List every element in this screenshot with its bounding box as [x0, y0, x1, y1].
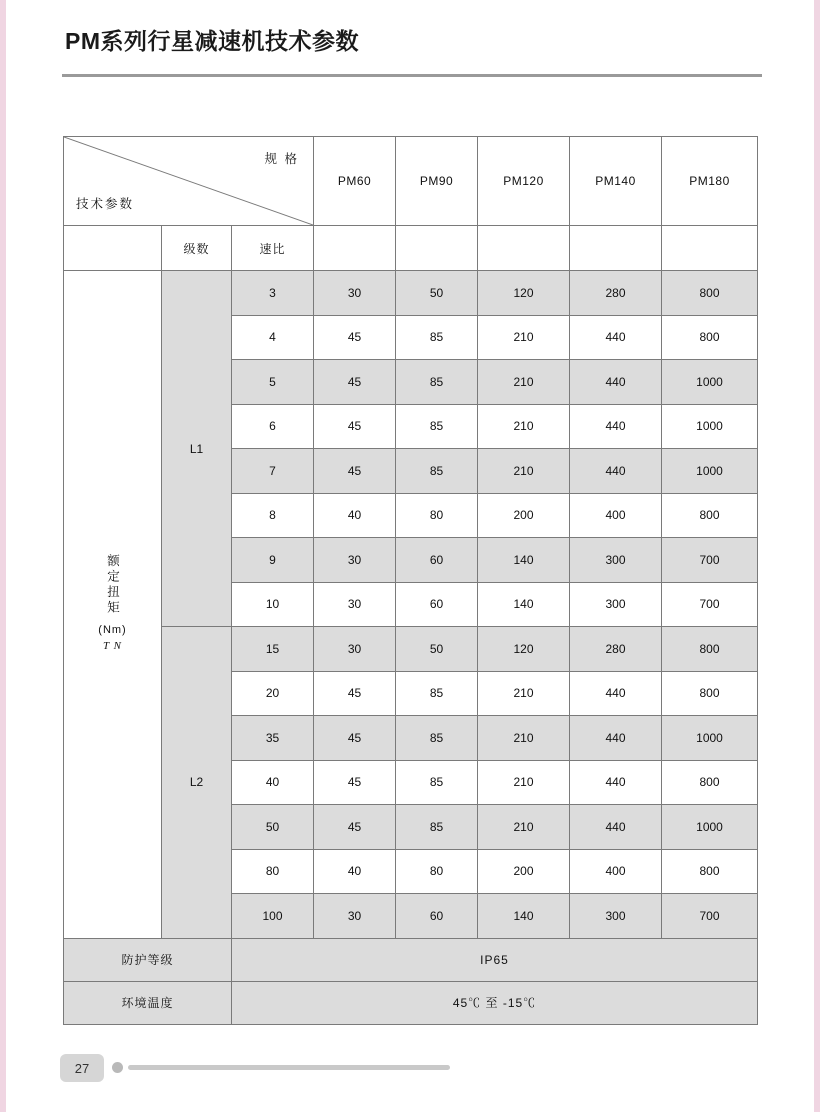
corner-header-cell	[64, 137, 314, 226]
value-cell-pm180: 700	[662, 538, 758, 583]
stage-cell-l2: L2	[162, 627, 232, 939]
value-cell-pm90: 85	[396, 671, 478, 716]
ratio-cell: 6	[232, 404, 314, 449]
value-cell-pm140: 300	[570, 582, 662, 627]
value-cell-pm180: 1000	[662, 404, 758, 449]
spec-table	[63, 136, 758, 1025]
value-cell-pm60: 45	[314, 449, 396, 494]
protection-grade-value: IP65	[232, 938, 758, 981]
ratio-cell: 4	[232, 315, 314, 360]
ratio-cell: 20	[232, 671, 314, 716]
value-cell-pm60: 45	[314, 360, 396, 405]
ratio-cell: 50	[232, 805, 314, 850]
value-cell-pm180: 800	[662, 315, 758, 360]
value-cell-pm120: 140	[478, 894, 570, 939]
value-cell-pm120: 210	[478, 671, 570, 716]
subheader-pm140-blank	[570, 226, 662, 271]
value-cell-pm120: 120	[478, 271, 570, 316]
value-cell-pm90: 80	[396, 493, 478, 538]
stage-cell-l1: L1	[162, 271, 232, 627]
ratio-cell: 80	[232, 849, 314, 894]
value-cell-pm90: 85	[396, 805, 478, 850]
ratio-cell: 5	[232, 360, 314, 405]
value-cell-pm60: 45	[314, 716, 396, 761]
value-cell-pm60: 30	[314, 627, 396, 672]
subheader-blank	[64, 226, 162, 271]
value-cell-pm120: 140	[478, 538, 570, 583]
table-row-protection	[64, 938, 758, 981]
protection-grade-label: 防护等级	[64, 938, 232, 981]
model-header-pm90: PM90	[396, 137, 478, 226]
ratio-cell: 3	[232, 271, 314, 316]
value-cell-pm60: 45	[314, 315, 396, 360]
value-cell-pm180: 1000	[662, 716, 758, 761]
page-title: PM系列行星减速机技术参数	[65, 28, 359, 54]
value-cell-pm120: 210	[478, 404, 570, 449]
subheader-pm90-blank	[396, 226, 478, 271]
value-cell-pm180: 800	[662, 271, 758, 316]
ratio-cell: 9	[232, 538, 314, 583]
value-cell-pm140: 440	[570, 671, 662, 716]
value-cell-pm140: 440	[570, 315, 662, 360]
table-row	[64, 627, 758, 672]
value-cell-pm120: 210	[478, 805, 570, 850]
spec-axis-label: 规 格	[264, 152, 300, 166]
value-cell-pm180: 700	[662, 582, 758, 627]
footer-line-decoration	[128, 1065, 450, 1070]
model-header-pm180: PM180	[662, 137, 758, 226]
torque-label-unit: (Nm)	[98, 624, 127, 637]
page-footer	[60, 1052, 760, 1092]
torque-label-cell	[64, 271, 162, 939]
ratio-cell: 40	[232, 760, 314, 805]
value-cell-pm90: 85	[396, 360, 478, 405]
value-cell-pm120: 200	[478, 493, 570, 538]
value-cell-pm180: 800	[662, 671, 758, 716]
torque-label-main: 额定扭矩	[105, 554, 120, 617]
ratio-cell: 10	[232, 582, 314, 627]
ratio-cell: 7	[232, 449, 314, 494]
ratio-cell: 8	[232, 493, 314, 538]
value-cell-pm140: 300	[570, 894, 662, 939]
subheader-pm60-blank	[314, 226, 396, 271]
value-cell-pm60: 30	[314, 582, 396, 627]
page-header	[62, 26, 762, 78]
model-header-pm60: PM60	[314, 137, 396, 226]
param-axis-label: 技术参数	[76, 197, 135, 211]
value-cell-pm60: 30	[314, 538, 396, 583]
value-cell-pm120: 210	[478, 315, 570, 360]
model-header-pm140: PM140	[570, 137, 662, 226]
value-cell-pm180: 800	[662, 627, 758, 672]
footer-dot-decoration	[112, 1062, 123, 1073]
value-cell-pm140: 440	[570, 760, 662, 805]
ambient-temperature-value: 45℃ 至 -15℃	[232, 981, 758, 1024]
value-cell-pm140: 440	[570, 449, 662, 494]
subheader-pm180-blank	[662, 226, 758, 271]
value-cell-pm140: 280	[570, 271, 662, 316]
ratio-cell: 100	[232, 894, 314, 939]
value-cell-pm180: 800	[662, 760, 758, 805]
model-header-pm120: PM120	[478, 137, 570, 226]
ratio-cell: 15	[232, 627, 314, 672]
table-row-temperature	[64, 981, 758, 1024]
ambient-temperature-label: 环境温度	[64, 981, 232, 1024]
value-cell-pm90: 60	[396, 582, 478, 627]
value-cell-pm180: 1000	[662, 805, 758, 850]
value-cell-pm140: 440	[570, 404, 662, 449]
value-cell-pm90: 85	[396, 404, 478, 449]
header-divider	[62, 74, 762, 77]
value-cell-pm120: 200	[478, 849, 570, 894]
value-cell-pm140: 280	[570, 627, 662, 672]
value-cell-pm60: 30	[314, 894, 396, 939]
value-cell-pm60: 45	[314, 805, 396, 850]
ratio-cell: 35	[232, 716, 314, 761]
value-cell-pm140: 440	[570, 360, 662, 405]
value-cell-pm90: 85	[396, 760, 478, 805]
spec-table-container	[63, 136, 757, 1025]
right-edge-bar	[814, 0, 820, 1112]
table-subheader-row	[64, 226, 758, 271]
subheader-pm120-blank	[478, 226, 570, 271]
value-cell-pm140: 440	[570, 805, 662, 850]
value-cell-pm180: 700	[662, 894, 758, 939]
value-cell-pm90: 80	[396, 849, 478, 894]
value-cell-pm90: 50	[396, 271, 478, 316]
value-cell-pm180: 800	[662, 849, 758, 894]
page-number: 27	[60, 1054, 104, 1082]
value-cell-pm60: 40	[314, 849, 396, 894]
value-cell-pm120: 210	[478, 360, 570, 405]
value-cell-pm120: 120	[478, 627, 570, 672]
value-cell-pm120: 140	[478, 582, 570, 627]
value-cell-pm60: 45	[314, 760, 396, 805]
torque-label-symbol: T N	[102, 640, 122, 653]
table-header-row	[64, 137, 758, 226]
value-cell-pm180: 1000	[662, 360, 758, 405]
subheader-stage: 级数	[162, 226, 232, 271]
value-cell-pm60: 30	[314, 271, 396, 316]
value-cell-pm120: 210	[478, 449, 570, 494]
value-cell-pm60: 45	[314, 404, 396, 449]
value-cell-pm90: 85	[396, 449, 478, 494]
value-cell-pm90: 85	[396, 315, 478, 360]
table-row	[64, 271, 758, 316]
value-cell-pm90: 50	[396, 627, 478, 672]
value-cell-pm120: 210	[478, 716, 570, 761]
subheader-ratio: 速比	[232, 226, 314, 271]
value-cell-pm180: 1000	[662, 449, 758, 494]
value-cell-pm120: 210	[478, 760, 570, 805]
value-cell-pm140: 400	[570, 849, 662, 894]
value-cell-pm90: 60	[396, 538, 478, 583]
value-cell-pm180: 800	[662, 493, 758, 538]
value-cell-pm90: 85	[396, 716, 478, 761]
value-cell-pm60: 40	[314, 493, 396, 538]
value-cell-pm140: 440	[570, 716, 662, 761]
value-cell-pm140: 400	[570, 493, 662, 538]
left-edge-bar	[0, 0, 6, 1112]
value-cell-pm60: 45	[314, 671, 396, 716]
value-cell-pm90: 60	[396, 894, 478, 939]
value-cell-pm140: 300	[570, 538, 662, 583]
